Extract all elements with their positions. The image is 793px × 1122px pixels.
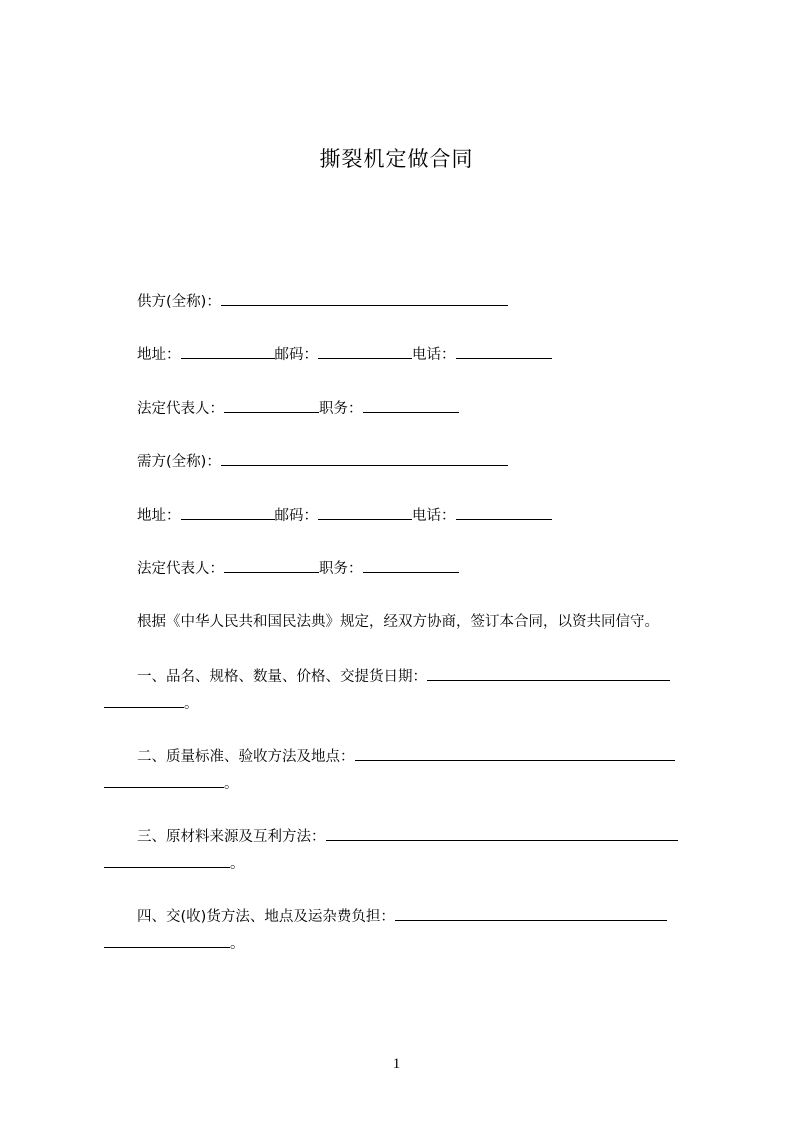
buyer-postcode-field[interactable] [318,505,412,520]
clause-2-line [137,746,675,767]
buyer-address-field[interactable] [181,505,275,520]
clause-2-field[interactable] [355,746,675,761]
supplier-phone-field[interactable] [456,344,552,359]
clause-2-label: 二、质量标准、验收方法及地点： [137,749,355,765]
supplier-name-label: 供方(全称)： [137,294,221,310]
buyer-phone-field[interactable] [456,505,552,520]
supplier-name-line [137,291,508,312]
clause-4-continuation [104,933,245,954]
buyer-name-field[interactable] [221,451,508,466]
clause-1-field-cont[interactable] [104,693,184,708]
clause-4-field-cont[interactable] [104,933,230,948]
clause-4-line [137,906,667,927]
clause-3-field[interactable] [326,826,678,841]
clause-1-continuation [104,693,199,714]
buyer-address-label: 地址： [137,508,181,524]
document-title: 撕裂机定做合同 [319,147,474,171]
buyer-phone-label: 电话： [412,508,456,524]
supplier-rep-line [137,398,459,419]
buyer-name-label: 需方(全称)： [137,454,221,470]
supplier-rep-label: 法定代表人： [137,401,224,417]
supplier-address-field[interactable] [181,344,275,359]
supplier-name-field[interactable] [221,291,508,306]
buyer-position-field[interactable] [363,558,459,573]
clause-2-end: 。 [224,776,239,792]
page-number: 1 [392,1056,401,1072]
clause-3-field-cont[interactable] [104,853,230,868]
clause-4-label: 四、交(收)货方法、地点及运杂费负担： [137,909,395,925]
buyer-rep-label: 法定代表人： [137,561,224,577]
clause-3-line [137,826,678,847]
buyer-postcode-label: 邮码： [274,508,318,524]
clause-1-text: 一、品名、规格、数量、价格、交提货日期： [137,669,427,685]
clause-3-label: 三、原材料来源及互利方法： [137,829,326,845]
supplier-postcode-label: 邮码： [274,347,318,363]
supplier-phone-label: 电话： [412,347,456,363]
supplier-position-field[interactable] [363,398,459,413]
buyer-position-label: 职务： [319,561,363,577]
clause-1-field[interactable] [427,666,670,681]
preamble-text: 根据《中华人民共和国民法典》规定，经双方协商，签订本合同，以资共同信守。 [137,614,659,630]
buyer-contact-line [137,505,552,526]
supplier-contact-line [137,344,552,365]
clause-4-end: 。 [230,936,245,952]
supplier-postcode-field[interactable] [318,344,412,359]
clause-3-continuation [104,853,245,874]
clause-1-line [137,666,670,687]
clause-4-field[interactable] [395,906,667,921]
supplier-position-label: 职务： [319,401,363,417]
clause-2-continuation [104,773,239,794]
buyer-rep-field[interactable] [224,558,319,573]
supplier-address-label: 地址： [137,347,181,363]
buyer-name-line [137,451,508,472]
buyer-rep-line [137,558,459,579]
clause-3-end: 。 [230,856,245,872]
supplier-rep-field[interactable] [224,398,319,413]
clause-2-field-cont[interactable] [104,773,224,788]
clause-1-end: 。 [184,696,199,712]
